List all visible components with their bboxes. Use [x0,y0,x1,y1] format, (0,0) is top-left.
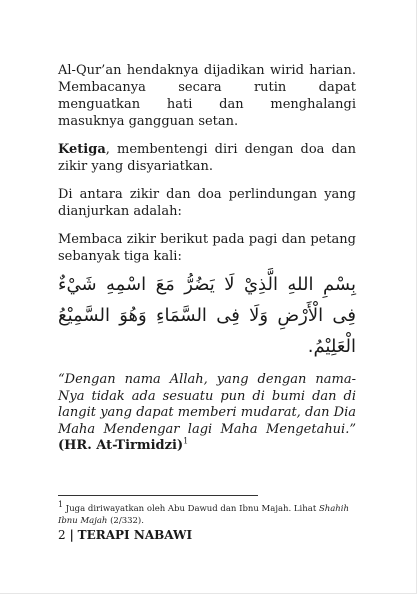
footer-book-title: TERAPI NABAWI [77,528,193,542]
hadith-source: (HR. At-Tirmidzi) [58,438,184,453]
footnote-page-ref: (2/332). [107,515,144,526]
main-content [58,62,356,455]
footnote-divider [58,495,258,496]
footnote-book-title: Shahih Ibnu Majah [58,504,349,526]
footnote-number: 1 [58,500,64,510]
page-footer [58,528,192,542]
footnote [58,500,356,527]
paragraph-wirid: Al-Qur’an hendaknya dijadikan wirid harian. Membacanya secara rutin dapat menguatkan hati dan menghalangi masuknya gangguan setan. [58,63,356,129]
translation-text: “Dengan nama Allah, yang dengan nama-Nya tidak ada sesuatu pun di bumi dan di langit yang dapat memberi mudarat, dan Dia Maha Mendengar lagi Maha Mengetahui.” [58,372,356,437]
translation-quote [58,372,356,455]
paragraph-instruction: Membaca zikir berikut pada pagi dan petang sebanyak tiga kali: [58,232,356,264]
ketiga-text: , membentengi diri dengan doa dan zikir yang disyariatkan. [58,142,356,174]
paragraph-zikir-intro: Di antara zikir dan doa perlindungan yang dianjurkan adalah: [58,187,356,219]
footer-separator: | [69,528,74,542]
page-number: 2 [58,528,66,542]
arabic-prayer: بِسْمِ اللهِ الَّذِيْ لَا يَضُرُّ مَعَ اسْمِهِ شَيْءٌ فِى الْأَرْضِ وَلَا فِى السَّمَاءِ وَهُوَ السَّمِيْعُ الْعَلِيْمُ. [58,274,356,357]
footnote-reference: 1 [183,436,189,446]
paragraph-ketiga [58,141,356,175]
footnote-text: Juga diriwayatkan oleh Abu Dawud dan Ibnu Majah. Lihat [63,504,319,514]
ketiga-heading: Ketiga [58,142,106,157]
